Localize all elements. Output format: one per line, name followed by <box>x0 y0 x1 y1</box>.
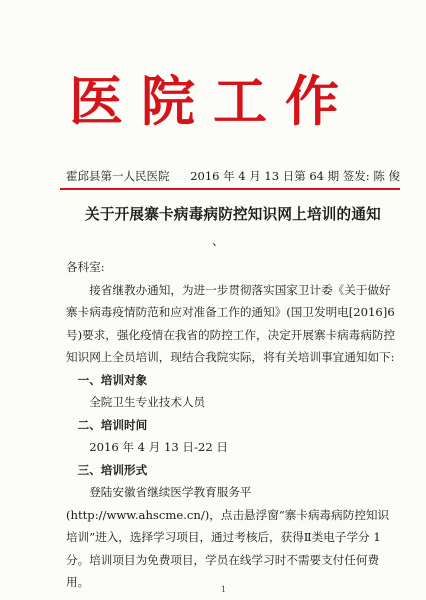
page-number: 1 <box>221 585 227 594</box>
section-content-2: 2016 年 4 月 13 日-22 日 <box>89 440 228 454</box>
issue-line <box>66 168 400 184</box>
stray-mark: 、 <box>212 234 225 248</box>
document-title: 关于开展寨卡病毒病防控知识网上培训的通知 <box>85 206 381 223</box>
document-body <box>66 256 400 594</box>
section-content-1: 全院卫生专业技术人员 <box>89 395 206 409</box>
recipient-line: 各科室: <box>66 260 105 274</box>
issue-info: 2016 年 4 月 13 日第 64 期 签发: 陈 俊 <box>190 169 400 183</box>
hospital-name: 霍邱县第一人民医院 <box>66 169 170 183</box>
red-divider <box>60 188 400 190</box>
intro-paragraph: 接省继教办通知，为进一步贯彻落实国家卫计委《关于做好寨卡病毒疫情防范和应对准备工作的通知》(国卫发明电[2016]6号)要求，强化疫情在我省的防控工作，决定开展寨卡病毒病防控知识网上全员培训，现结合我院实际，将有关培训事宜通知如下: <box>66 282 396 364</box>
masthead-title: 医院工作 <box>69 69 357 133</box>
section-heading-3: 三、培训形式 <box>77 462 148 477</box>
section-content-3: 登陆安徽省继续医学教育服务平(http://www.ahscme.cn/)，点击悬浮窗“寨卡病毒病防控知识培训”进入，选择学习项目，通过考核后，获得Ⅱ类电子学分 1 分。培训项目为免费项目，学员在线学习时不需要支付任何费用。 <box>66 485 390 589</box>
section-heading-1: 一、培训对象 <box>77 372 148 387</box>
section-heading-2: 二、培训时间 <box>77 417 148 432</box>
